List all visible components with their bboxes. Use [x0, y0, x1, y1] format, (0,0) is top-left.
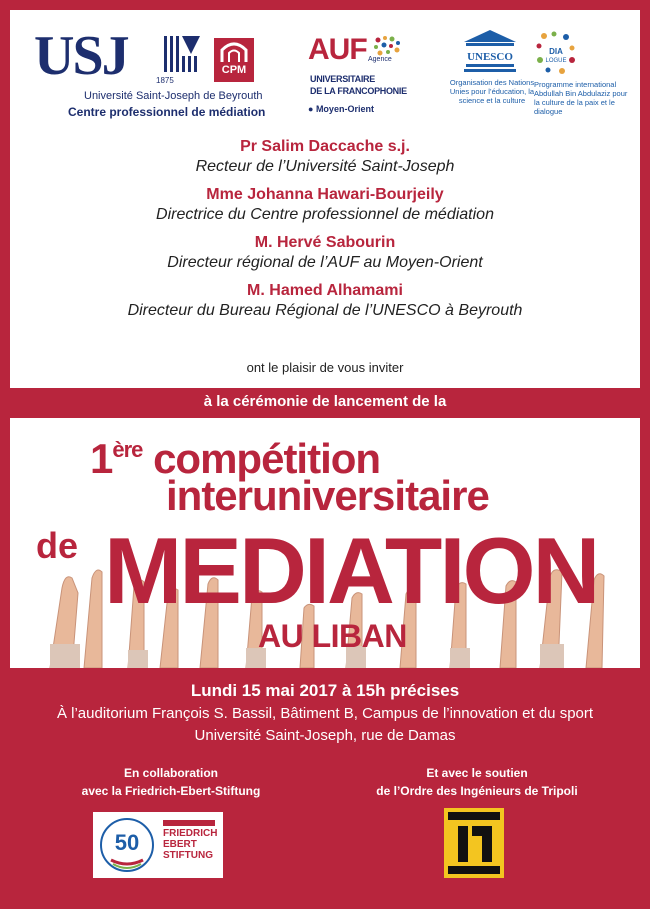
- cpm-logo: [214, 38, 254, 82]
- collaboration-line-1: En collaboration: [123, 766, 218, 780]
- host-role: Directrice du Centre professionnel de médiation: [156, 206, 494, 223]
- headline-line-2: interuniversitaire: [166, 472, 489, 519]
- auf-region: ● Moyen-Orient: [308, 104, 374, 114]
- dialogue-dots-icon: [534, 30, 578, 76]
- fes-50-anniversary-icon: [97, 816, 157, 874]
- headline-liban: AU LIBAN: [258, 618, 407, 654]
- order-engineers-tripoli-logo: [444, 808, 504, 878]
- host-entry: [10, 185, 640, 225]
- fes-line-2: EBERT: [163, 839, 197, 850]
- svg-text:LOGUE: LOGUE: [545, 58, 567, 64]
- svg-text:DIA: DIA: [549, 47, 563, 56]
- usj-logo: [34, 25, 266, 123]
- unesco-logo: [446, 28, 536, 128]
- auf-region-label: Moyen-Orient: [315, 104, 374, 114]
- unesco-temple-icon: [460, 28, 520, 76]
- usj-letters: USJ: [34, 25, 128, 87]
- support-line-2: de l’Ordre des Ingénieurs de Tripoli: [376, 784, 578, 798]
- host-role: Recteur de l’Université Saint-Joseph: [195, 158, 455, 175]
- svg-text:UNESCO: UNESCO: [467, 51, 513, 63]
- host-name: Pr Salim Daccache s.j.: [240, 138, 410, 155]
- auf-line-1: UNIVERSITAIRE: [310, 74, 375, 84]
- ceremony-text: à la cérémonie de lancement de la: [203, 393, 447, 410]
- event-location-line-1: À l’auditorium François S. Bassil, Bâtiment B, Campus de l’innovation et du sport: [56, 705, 594, 722]
- host-role: Directeur du Bureau Régional de l’UNESCO à Beyrouth: [127, 302, 523, 319]
- host-role: Directeur régional de l’AUF au Moyen-Orient: [167, 254, 483, 271]
- fes-name: [163, 820, 217, 861]
- fes-logo: [93, 812, 223, 878]
- auf-line-2: DE LA FRANCOPHONIE: [310, 86, 407, 96]
- usj-year: 1875: [156, 76, 174, 85]
- svg-text:50: 50: [114, 830, 140, 855]
- usj-fullname: Université Saint-Joseph de Beyrouth: [84, 90, 263, 102]
- fes-line-1: FRIEDRICH: [163, 828, 218, 839]
- hosts-list: [10, 137, 640, 329]
- auf-letters: AUF: [308, 33, 367, 66]
- unesco-caption: Organisation des Nations Unies pour l’éducation, la science et la culture: [449, 78, 535, 105]
- host-entry: [10, 281, 640, 321]
- headline-ordinal: ère: [112, 437, 143, 462]
- headline-mediation: MEDIATION: [104, 518, 598, 623]
- collaboration-text: [46, 764, 296, 800]
- collaboration-line-2: avec la Friedrich-Ebert-Stiftung: [81, 784, 261, 798]
- support-text: [352, 764, 602, 800]
- host-name: Mme Johanna Hawari-Bourjeily: [206, 186, 444, 203]
- event-date: Lundi 15 mai 2017 à 15h précises: [190, 681, 460, 700]
- headline-de: de: [36, 525, 79, 566]
- invite-text: ont le plaisir de vous inviter: [246, 360, 404, 375]
- auf-agence: Agence: [368, 56, 392, 63]
- auf-logo: [308, 34, 408, 114]
- support-line-1: Et avec le soutien: [426, 766, 528, 780]
- usj-emblem-icon: [160, 32, 206, 76]
- host-name: M. Hervé Sabourin: [254, 234, 396, 251]
- cpm-arch-icon: [220, 42, 248, 62]
- dialogue-caption: Programme international Abdullah Bin Abdulaziz pour la culture de la paix et le dialogue: [534, 80, 628, 116]
- cpm-label: CPM: [221, 64, 247, 76]
- event-location-line-2: Université Saint-Joseph, rue de Damas: [194, 727, 456, 744]
- headline-competition: compétition: [153, 435, 381, 482]
- host-entry: [10, 137, 640, 177]
- host-entry: [10, 233, 640, 273]
- fes-line-3: STIFTUNG: [163, 850, 213, 861]
- usj-centre-name: Centre professionnel de médiation: [68, 105, 266, 119]
- host-name: M. Hamed Alhamami: [247, 282, 403, 299]
- headline-number: 1: [90, 435, 113, 482]
- fes-red-bar: [163, 820, 215, 826]
- dialogue-programme-logo: [530, 30, 630, 130]
- order-engineers-emblem-icon: [444, 808, 504, 878]
